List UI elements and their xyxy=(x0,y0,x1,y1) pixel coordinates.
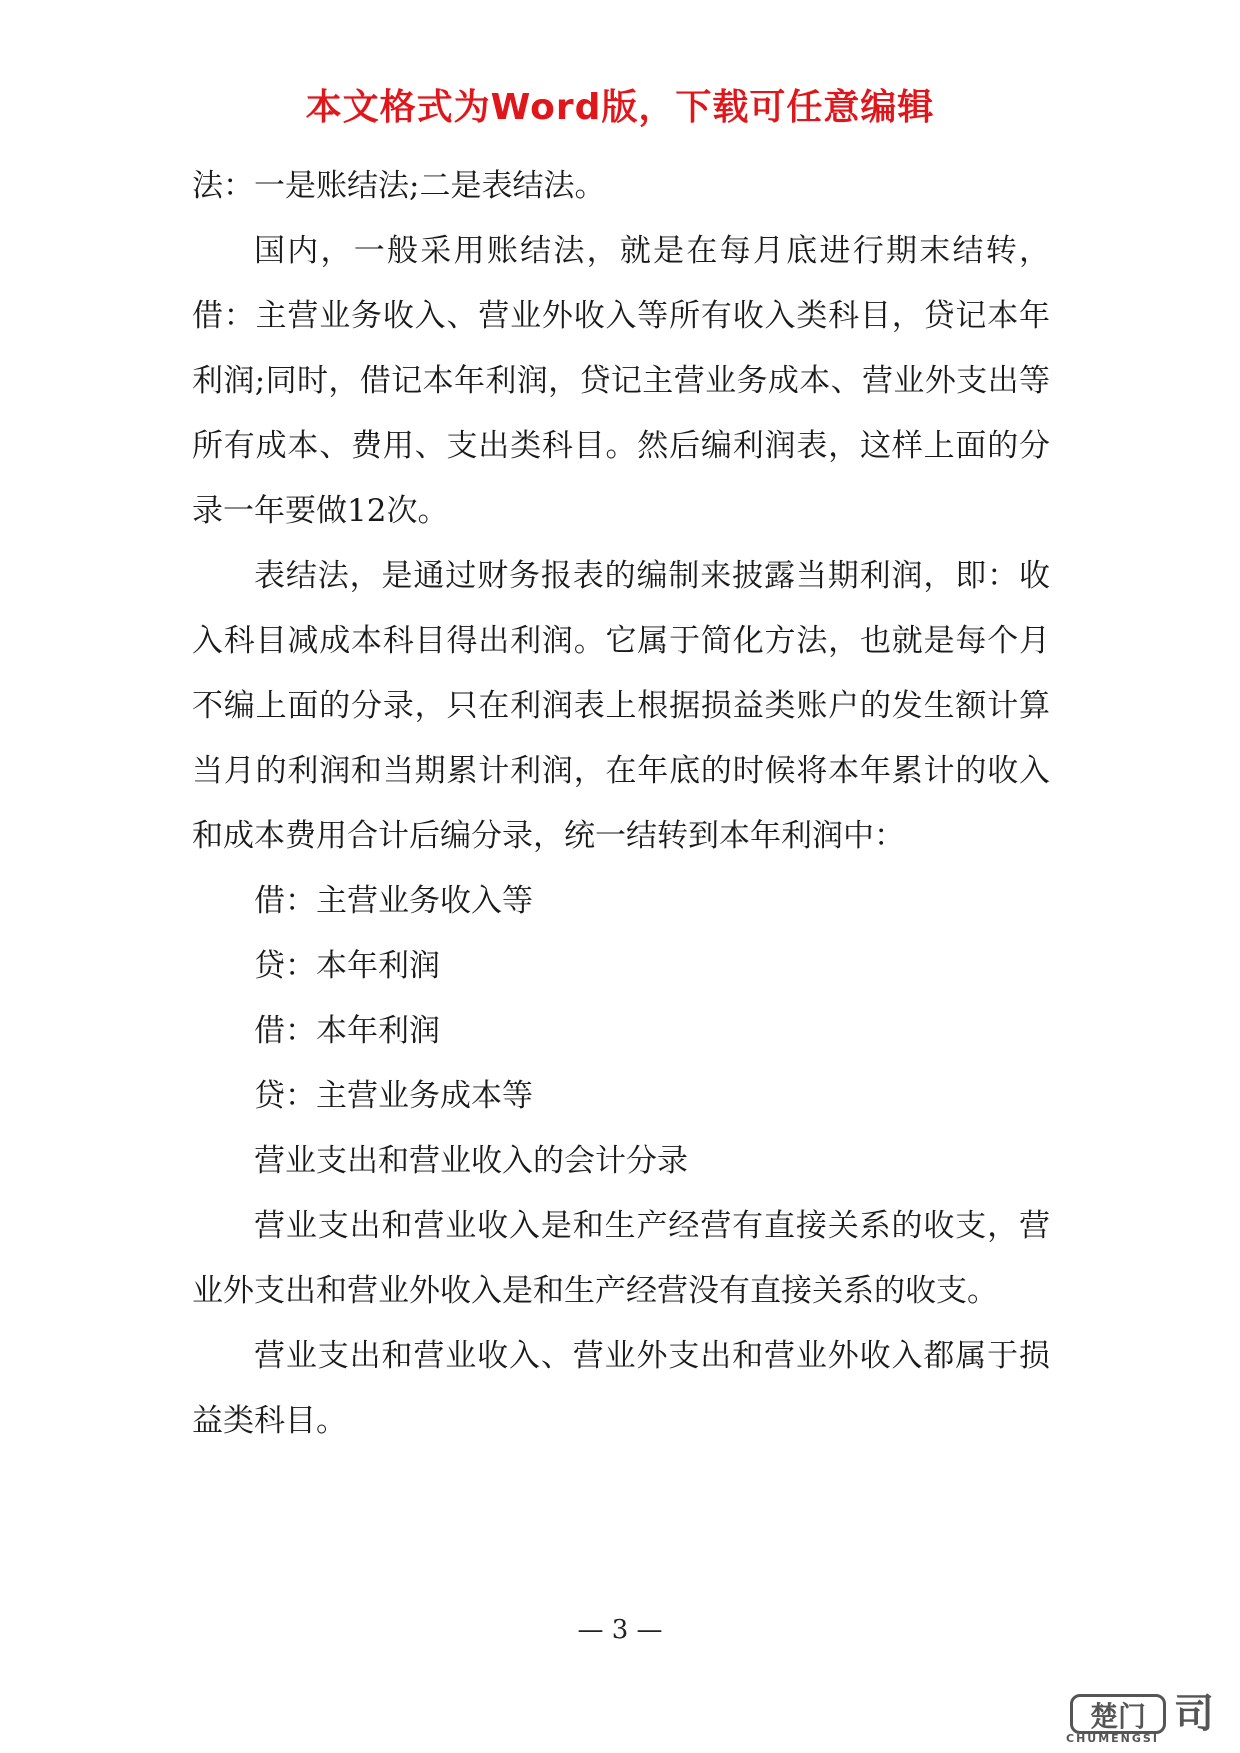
paragraph-profit-loss-category: 营业支出和营业收入、营业外支出和营业外收入都属于损益类科目。 xyxy=(192,1338,1050,1439)
section-heading: 营业支出和营业收入的会计分录 xyxy=(254,1143,688,1179)
paragraph-operating-definition: 营业支出和营业收入是和生产经营有直接关系的收支，营业外支出和营业外收入是和生产经营没有直接关系的收支。 xyxy=(192,1208,1050,1309)
document-body xyxy=(192,154,1050,1454)
paragraph-table-method: 表结法，是通过财务报表的编制来披露当期利润，即：收入科目减成本科目得出利润。它属于简化方法，也就是每个月不编上面的分录，只在利润表上根据损益类账户的发生额计算当月的利润和当期累计利润，在年底的时候将本年累计的收入和成本费用合计后编分录，统一结转到本年利润中： xyxy=(192,558,1050,854)
logo-mark: 楚门 xyxy=(1070,1694,1166,1734)
journal-entry-debit-revenue: 借：主营业务收入等 xyxy=(254,883,533,919)
paragraph-continuation: 法：一是账结法;二是表结法。 xyxy=(192,168,606,204)
paragraph-account-method: 国内，一般采用账结法，就是在每月底进行期末结转，借：主营业务收入、营业外收入等所有收入类科目，贷记本年利润;同时，借记本年利润，贷记主营业务成本、营业外支出等所有成本、费用、支出类科目。然后编利润表，这样上面的分录一年要做12次。 xyxy=(192,233,1050,529)
logo-subtitle: CHUMENGSI xyxy=(1066,1732,1159,1745)
journal-entry-debit-profit: 借：本年利润 xyxy=(254,1013,440,1049)
format-banner: 本文格式为Word版，下载可任意编辑 xyxy=(305,87,935,128)
page-number: — 3 — xyxy=(577,1615,663,1645)
logo-glyph: 司 xyxy=(1174,1691,1214,1737)
watermark-logo xyxy=(1064,1690,1234,1748)
journal-entry-credit-profit: 贷：本年利润 xyxy=(254,948,440,984)
journal-entry-credit-cost: 贷：主营业务成本等 xyxy=(254,1078,533,1114)
